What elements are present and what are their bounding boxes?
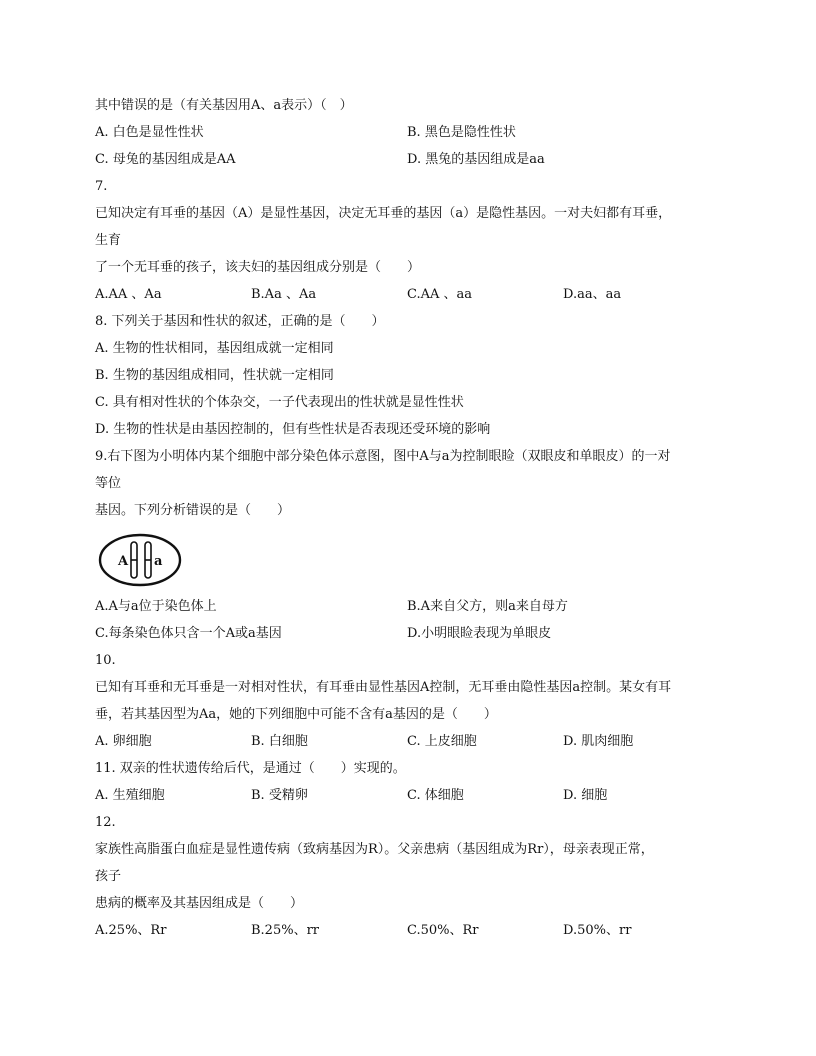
q12-stem-line-1: 家族性高脂蛋白血症是显性遗传病（致病基因为R）。父亲患病（基因组成为Rr），母亲表现正常， — [95, 842, 654, 857]
q7-stem-line-1: 已知决定有耳垂的基因（A）是显性基因，决定无耳垂的基因（a）是隐性基因。一对夫妇都有耳垂， — [95, 206, 672, 221]
q11-option-b: B. 受精卵 — [251, 788, 308, 803]
q12-option-d: D.50%、rr — [563, 923, 632, 938]
q8-option-d: D. 生物的性状是由基因控制的，但有些性状是否表现还受环境的影响 — [95, 422, 491, 437]
q6-stem: 其中错误的是（有关基因用A、a表示）（ ） — [95, 98, 353, 113]
q11-options-row — [95, 782, 735, 809]
q7-option-d: D.aa、aa — [563, 287, 622, 302]
q11-option-a: A. 生殖细胞 — [95, 788, 165, 803]
q6-option-c: C. 母兔的基因组成是AA — [95, 152, 236, 167]
q12-option-c: C.50%、Rr — [407, 923, 479, 938]
q8-option-b: B. 生物的基因组成相同，性状就一定相同 — [95, 368, 334, 383]
q9-option-d: D.小明眼睑表现为单眼皮 — [407, 626, 552, 641]
q10-option-d: D. 肌肉细胞 — [563, 734, 634, 749]
q10-option-a: A. 卵细胞 — [95, 734, 152, 749]
q9-chromosome-figure — [97, 532, 735, 587]
q9-stem-line-3: 基因。下列分析错误的是（ ） — [95, 503, 291, 518]
q7-option-c: C.AA 、aa — [407, 287, 473, 302]
q11-stem: 11. 双亲的性状遗传给后代，是通过（ ）实现的。 — [95, 761, 406, 776]
document-page — [95, 92, 735, 944]
q9-options-row-1 — [95, 593, 735, 620]
q8-option-a: A. 生物的性状相同，基因组成就一定相同 — [95, 341, 334, 356]
q6-option-a: A. 白色是显性性状 — [95, 125, 204, 140]
q10-stem-line-1: 已知有耳垂和无耳垂是一对相对性状，有耳垂由显性基因A控制，无耳垂由隐性基因a控制。某女有耳 — [95, 680, 672, 695]
q8-option-c: C. 具有相对性状的个体杂交，一子代表现出的性状就是显性性状 — [95, 395, 464, 410]
q12-options-row — [95, 917, 735, 944]
q11-option-d: D. 细胞 — [563, 788, 608, 803]
q10-option-b: B. 白细胞 — [251, 734, 308, 749]
gene-label-a: a — [154, 554, 163, 569]
q6-options-row-1 — [95, 119, 735, 146]
q9-option-c: C.每条染色体只含一个A或a基因 — [95, 626, 282, 641]
q7-option-b: B.Aa 、Aa — [251, 287, 317, 302]
q9-stem-line-2: 等位 — [95, 476, 122, 491]
q12-number: 12. — [95, 815, 116, 830]
q9-options-row-2 — [95, 620, 735, 647]
q12-option-b: B.25%、rr — [251, 923, 320, 938]
q10-number: 10. — [95, 653, 116, 668]
q6-option-b: B. 黑色是隐性性状 — [407, 125, 516, 140]
q11-option-c: C. 体细胞 — [407, 788, 464, 803]
q7-stem-line-3: 了一个无耳垂的孩子，该夫妇的基因组成分别是（ ） — [95, 260, 421, 275]
q7-option-a: A.AA 、Aa — [95, 287, 162, 302]
gene-label-A: A — [118, 554, 129, 569]
cell-diagram — [97, 532, 183, 588]
q12-stem-line-3: 患病的概率及其基因组成是（ ） — [95, 896, 304, 911]
q12-option-a: A.25%、Rr — [95, 923, 167, 938]
q7-number: 7. — [95, 179, 108, 194]
cell-outline — [100, 535, 180, 585]
q8-stem: 8. 下列关于基因和性状的叙述，正确的是（ ） — [95, 314, 385, 329]
q9-option-a: A.A与a位于染色体上 — [95, 599, 217, 614]
q12-stem-line-2: 孩子 — [95, 869, 122, 884]
q7-stem-line-2: 生育 — [95, 233, 122, 248]
q9-option-b: B.A来自父方，则a来自母方 — [407, 599, 568, 614]
q6-option-d: D. 黑兔的基因组成是aa — [407, 152, 545, 167]
q10-stem-line-2: 垂，若其基因型为Aa，她的下列细胞中可能不含有a基因的是（ ） — [95, 707, 497, 722]
q6-options-row-2 — [95, 146, 735, 173]
q10-option-c: C. 上皮细胞 — [407, 734, 477, 749]
q9-stem-line-1: 9.右下图为小明体内某个细胞中部分染色体示意图，图中A与a为控制眼睑（双眼皮和单眼皮）的一对 — [95, 449, 671, 464]
q10-options-row — [95, 728, 735, 755]
q7-options-row — [95, 281, 735, 308]
